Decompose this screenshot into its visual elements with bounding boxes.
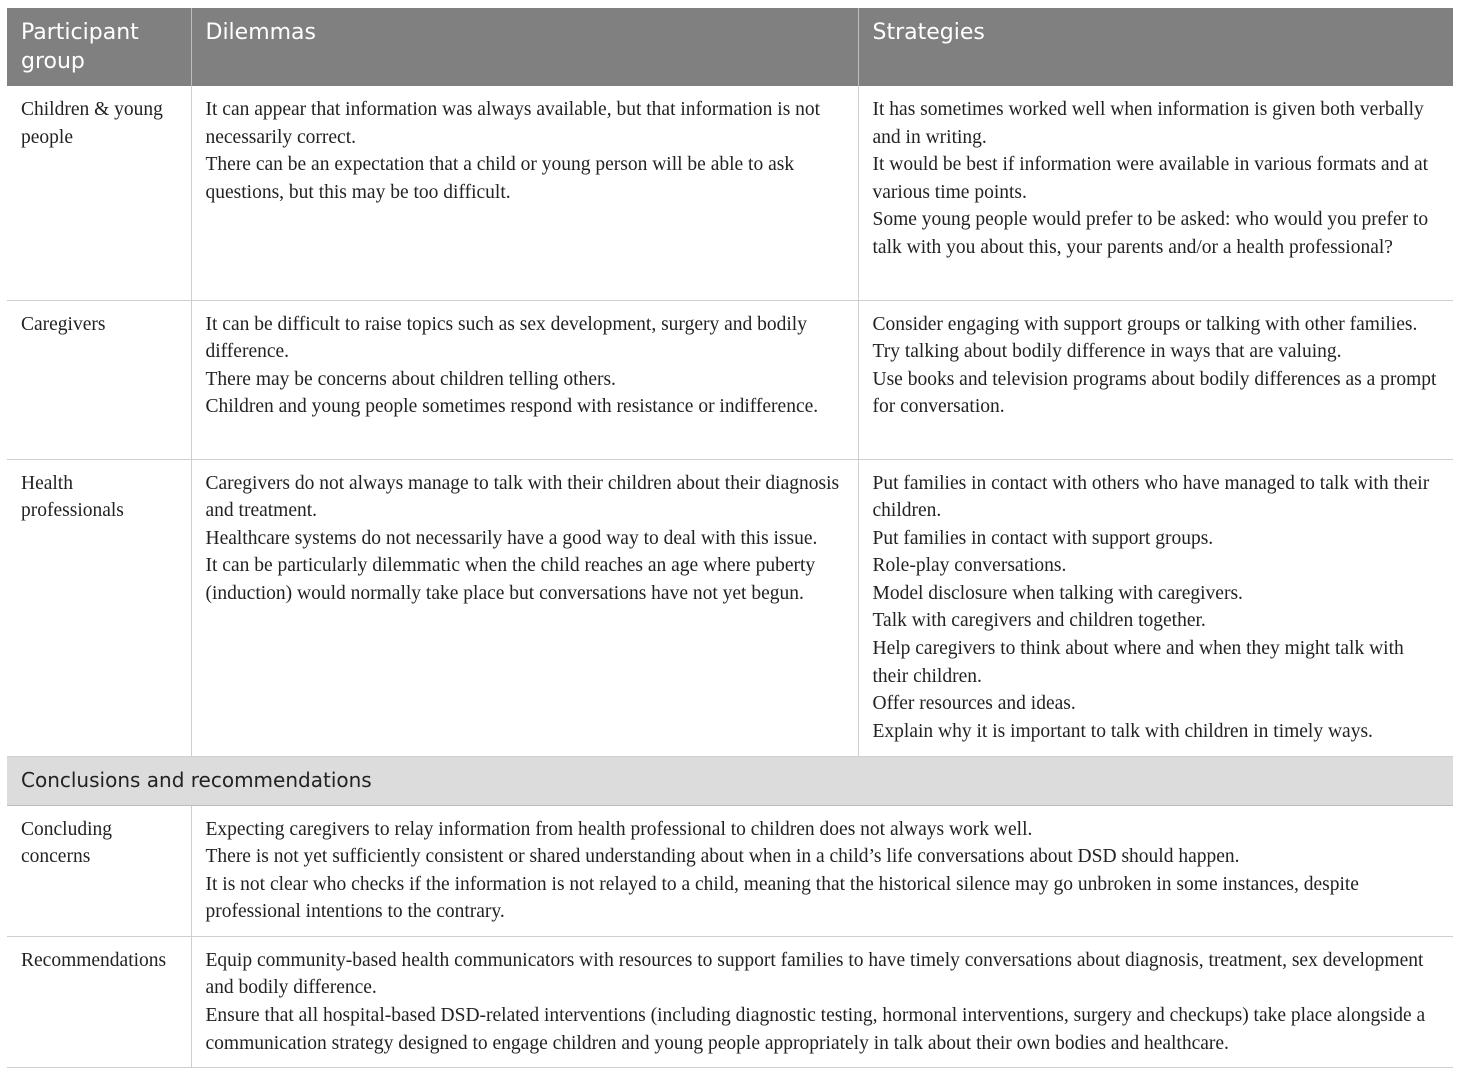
dilemma-line: Healthcare systems do not necessarily have a good way to deal with this issue. bbox=[205, 527, 818, 549]
strategy-line: Role-play conversations. bbox=[872, 555, 1067, 577]
strategy-line: Try talking about bodily difference in ways that are valuing. bbox=[872, 341, 1342, 363]
strategy-line: Some young people would prefer to be asked: who would you prefer to talk with you about this, your parents and/or a health professional? bbox=[872, 209, 1429, 258]
table-row bbox=[7, 936, 1453, 1067]
strategy-line: Talk with caregivers and children together. bbox=[872, 610, 1206, 632]
dilemmas-cell bbox=[191, 86, 858, 300]
dilemma-line: It can appear that information was always available, but that information is not necessarily correct. bbox=[205, 99, 821, 148]
conclusion-line: It is not clear who checks if the information is not relayed to a child, meaning that the historical silence may go unbroken in some instances, despite professional intentions to the contrary. bbox=[205, 873, 1359, 923]
participant-group-cell: Health professionals bbox=[7, 459, 191, 756]
strategy-line: Use books and television programs about bodily differences as a prompt for conversation. bbox=[872, 368, 1437, 418]
table-row bbox=[7, 300, 1453, 459]
strategy-line: Model disclosure when talking with caregivers. bbox=[872, 582, 1243, 604]
table-header bbox=[7, 8, 1453, 86]
strategy-line: It has sometimes worked well when information is given both verbally and in writing. bbox=[872, 99, 1424, 148]
section-title: Conclusions and recommendations bbox=[7, 756, 1453, 805]
strategy-line: Offer resources and ideas. bbox=[872, 693, 1076, 715]
strategies-cell bbox=[858, 86, 1453, 300]
header-dilemmas: Dilemmas bbox=[191, 8, 858, 86]
conclusion-text-cell bbox=[191, 936, 1453, 1067]
dilemma-line: There may be concerns about children telling others. bbox=[205, 368, 616, 390]
conclusion-line: Expecting caregivers to relay information from health professional to children does not always work well. bbox=[205, 818, 1033, 840]
conclusion-label-cell: Recommendations bbox=[7, 936, 191, 1067]
strategy-line: Put families in contact with support groups. bbox=[872, 527, 1214, 549]
strategy-line: Help caregivers to think about where and when they might talk with their children. bbox=[872, 638, 1404, 687]
table-row bbox=[7, 86, 1453, 300]
dilemma-line: It can be difficult to raise topics such as sex development, surgery and bodily difference. bbox=[205, 313, 807, 363]
strategies-cell bbox=[858, 300, 1453, 459]
dilemma-line: Caregivers do not always manage to talk with their children about their diagnosis and treatment. bbox=[205, 472, 840, 522]
conclusion-label-cell: Concluding concerns bbox=[7, 805, 191, 936]
strategy-line: Put families in contact with others who have managed to talk with their children. bbox=[872, 472, 1430, 522]
strategy-line: It would be best if information were available in various formats and at various time points. bbox=[872, 154, 1429, 203]
participant-group-cell: Children & young people bbox=[7, 86, 191, 300]
header-participant-group: Participant group bbox=[7, 8, 191, 86]
table-row bbox=[7, 805, 1453, 936]
conclusion-line: There is not yet sufficiently consistent or shared understanding about when in a child’s life conversations about DSD should happen. bbox=[205, 846, 1240, 868]
conclusion-line: Ensure that all hospital-based DSD-related interventions (including diagnostic testing, hormonal interventions, surgery and checkups) take place alongside a communication strategy designed to engage children and young people appropriately in talk about their own bodies and healthcare. bbox=[205, 1005, 1426, 1054]
header-strategies: Strategies bbox=[858, 8, 1453, 86]
strategy-line: Consider engaging with support groups or talking with other families. bbox=[872, 313, 1418, 335]
table-row bbox=[7, 459, 1453, 756]
dilemma-line: Children and young people sometimes respond with resistance or indifference. bbox=[205, 396, 819, 418]
dilemma-line: There can be an expectation that a child or young person will be able to ask questions, but this may be too difficult. bbox=[205, 154, 795, 203]
conclusion-text-cell bbox=[191, 805, 1453, 936]
dilemma-line: It can be particularly dilemmatic when the child reaches an age where puberty (induction) would normally take place but conversations have not yet begun. bbox=[205, 555, 816, 604]
section-row bbox=[7, 756, 1453, 805]
participant-table bbox=[7, 8, 1453, 1068]
strategies-cell bbox=[858, 459, 1453, 756]
dilemmas-cell bbox=[191, 459, 858, 756]
participant-group-cell: Caregivers bbox=[7, 300, 191, 459]
conclusion-line: Equip community-based health communicators with resources to support families to have timely conversations about diagnosis, treatment, sex development and bodily difference. bbox=[205, 949, 1424, 999]
dilemmas-cell bbox=[191, 300, 858, 459]
strategy-line: Explain why it is important to talk with children in timely ways. bbox=[872, 720, 1373, 742]
